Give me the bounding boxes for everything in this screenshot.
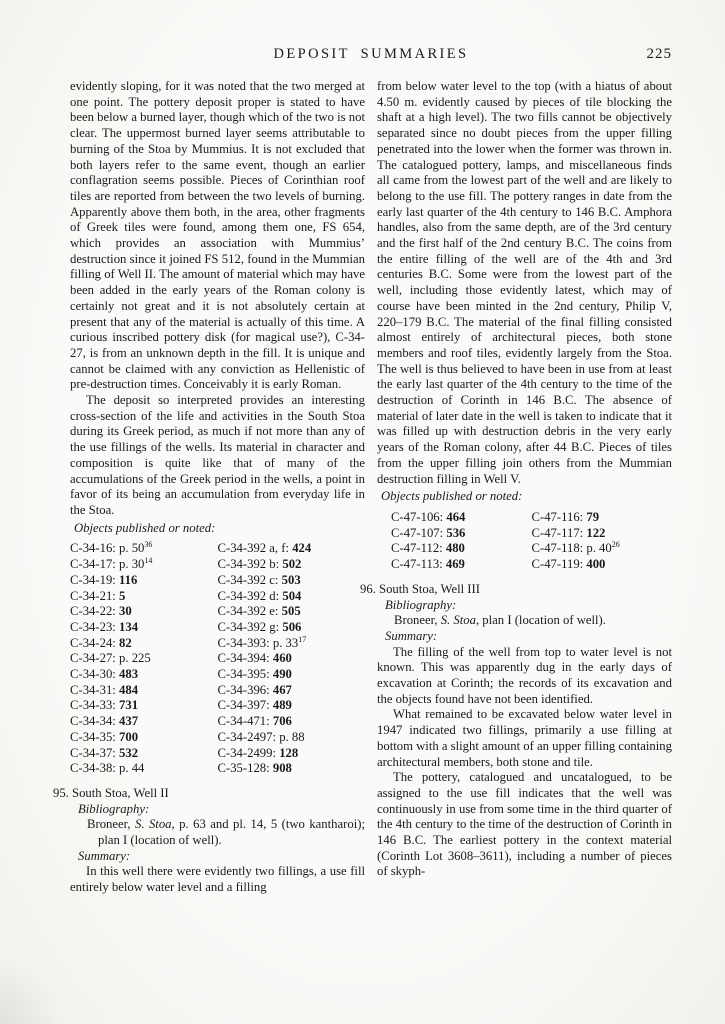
object-ref: 908 [272, 761, 292, 776]
object-id: C-34-16: [70, 541, 116, 556]
object-id: C-34-392 d: [217, 588, 280, 603]
object-ref: 483 [119, 667, 139, 682]
object-entry [218, 698, 366, 714]
object-entry [70, 683, 218, 699]
cited-work-title: S. Stoa [134, 817, 172, 832]
body-paragraph: from below water level to the top (with a hiatus of about 4.50 m. evidently caused by pieces of tile blocking the shaft at a high level). The two fills cannot be objectively separated since no doubt pieces from the upper filling penetrated into the lower when the former was thrown in. The catalogued pottery, lamps, and miscellaneous finds all came from the lowest part of the well and are likely to belong to the use fill. The pottery ranges in date from the early last quarter of the 4th century to 146 B.C. Amphora handles, also from the same depth, are of the 3rd century and the first half of the 2nd century B.C. The coins from the entire filling of the well are of the 4th and 3rd centuries B.C. Some were from the lowest part of the well, including those evidently latest, which may of course have been minted in the 2nd century, Philip V, 220–179 B.C. The material of the final filling consisted almost entirely of architectural pieces, both stone members and roof tiles, evidently largely from the Stoa. The well is thus believed to have been in use from at least the early last quarter of the 4th century to the time of the destruction of Corinth in 146 B.C. The absence of material of later date in the well is taken to indicate that it was filled up with destruction debris in the very early years of the Roman colony, after 44 B.C. Pieces of tiles from the upper filling join others from the Mummian destruction filling in Well V. [377, 79, 672, 486]
object-ref: p. 44 [119, 761, 145, 776]
text-segment: Broneer, [87, 817, 135, 832]
object-entry [70, 604, 218, 620]
object-id: C-34-22: [70, 604, 116, 619]
object-id: C-34-24: [70, 635, 116, 650]
object-entry [391, 541, 532, 557]
text-segment: , p. 63 and pl. 14, 5 (two kantharoi); plan I (location of well). [98, 817, 365, 848]
object-ref: p. 225 [119, 651, 151, 666]
running-head-title: DEPOSIT SUMMARIES [273, 46, 469, 62]
object-entry [70, 746, 218, 762]
object-ref: 79 [586, 509, 600, 524]
objects-list-column [70, 541, 218, 777]
object-id: C-47-118: [531, 541, 584, 556]
object-entry [70, 667, 218, 683]
object-ref: 460 [272, 651, 292, 666]
object-id: C-34-397: [217, 698, 270, 713]
bibliography-text [377, 613, 672, 629]
object-id: C-35-128: [217, 761, 270, 776]
entry-number: 96. [360, 581, 376, 596]
object-id: C-34-394: [217, 651, 270, 666]
object-ref: 506 [282, 619, 302, 634]
objects-list-column [391, 510, 532, 573]
objects-list [70, 541, 365, 777]
object-id: C-34-38: [70, 761, 116, 776]
object-id: C-34-392 c: [217, 572, 279, 587]
object-ref: 400 [586, 557, 606, 572]
object-ref: 536 [446, 525, 466, 540]
object-id: C-34-33: [70, 698, 116, 713]
object-id: C-34-17: [70, 557, 116, 572]
object-ref: 424 [292, 541, 312, 556]
object-ref: 116 [119, 572, 138, 587]
object-ref: 480 [445, 541, 465, 556]
footnote-ref: 17 [298, 634, 307, 644]
object-entry [218, 620, 366, 636]
object-entry [532, 526, 673, 542]
object-id: C-47-106: [391, 509, 444, 524]
object-entry [218, 636, 366, 652]
objects-list-column [218, 541, 366, 777]
footnote-ref: 36 [144, 540, 153, 550]
subsection-label: Summary: [78, 848, 131, 863]
page-number: 225 [646, 46, 672, 62]
object-entry [70, 698, 218, 714]
left-column [53, 79, 365, 896]
body-paragraph: What remained to be excavated below water level in 1947 indicated two fillings, primarily a use filling at bottom with a slight amount of an upper filling containing architectural members, both stone and tile. [377, 707, 672, 769]
object-ref: 134 [119, 619, 139, 634]
bibliography-text [70, 817, 365, 848]
entry-title: South Stoa, Well II [72, 785, 169, 800]
object-id: C-34-21: [70, 588, 116, 603]
object-entry [391, 526, 532, 542]
object-id: C-34-471: [217, 714, 270, 729]
object-ref: 82 [119, 635, 132, 650]
deposit-entry [360, 581, 672, 880]
object-id: C-34-396: [217, 682, 270, 697]
object-id: C-34-19: [70, 572, 116, 587]
object-entry [391, 557, 532, 573]
object-id: C-34-34: [70, 714, 116, 729]
entry-number: 95. [53, 785, 69, 800]
objects-list-column [532, 510, 673, 573]
object-id: C-47-107: [391, 525, 444, 540]
object-id: C-34-393: [217, 635, 270, 650]
object-ref: 469 [445, 557, 465, 572]
objects-list [377, 510, 672, 573]
object-entry [70, 636, 218, 652]
object-entry [532, 541, 673, 557]
cited-work-title: S. Stoa [440, 613, 476, 628]
object-entry [70, 620, 218, 636]
object-entry [70, 761, 218, 777]
object-entry [218, 604, 366, 620]
object-id: C-34-23: [70, 619, 116, 634]
object-entry [218, 651, 366, 667]
objects-heading: Objects published or noted: [381, 489, 523, 504]
object-entry [70, 557, 218, 573]
body-paragraph: The deposit so interpreted provides an interesting cross-section of the life and activities in the South Stoa during its Greek period, as much if not more than any of the use fillings of the wells. Its material in character and composition is quite like that of many of the accumulations of the Greek period in the wells, a point in favor of its being an accumulation from everyday life in the Stoa. [70, 393, 365, 517]
object-entry [218, 714, 366, 730]
object-entry [218, 683, 366, 699]
body-paragraph: evidently sloping, for it was noted that the two merged at one point. The pottery deposit proper is stated to have been below a burned layer, though which of the two is not clear. The uppermost burned layer seems attributable to burning of the Stoa by Mummius. It is not excluded that both layers refer to the same event, though an earlier conflagration seems possible. Pieces of Corinthian roof tiles are reported from between the two levels of burning. Apparently above them both, in the area, other fragments of Greek tiles were found, among them one, FS 654, which provides an association with Mummius’ destruction since it joined FS 512, found in the Mummian filling of Well II. The amount of material which may have been added in the early years of the Roman colony is certainly not great and it is not absolutely certain at present that any of the material is actually of this time. A curious inscribed pottery disk (for magical use?), C-34-27, is from an unknown depth in the fill. It is unique and cannot be claimed with any conviction as Hellenistic of pre-destruction times. Conceivably it is early Roman. [70, 79, 365, 392]
object-id: C-47-116: [531, 509, 584, 524]
object-entry [218, 730, 366, 746]
object-id: C-34-31: [70, 682, 116, 697]
object-ref: 502 [282, 557, 302, 572]
object-ref: 122 [586, 525, 606, 540]
object-id: C-47-113: [391, 557, 443, 572]
object-entry [218, 667, 366, 683]
object-ref: 532 [119, 745, 139, 760]
objects-heading: Objects published or noted: [74, 520, 216, 535]
object-ref: 706 [272, 714, 292, 729]
object-ref: 437 [119, 714, 139, 729]
object-id: C-34-392 a, f: [217, 541, 290, 556]
object-entry [532, 510, 673, 526]
object-ref: 505 [281, 604, 301, 619]
object-id: C-47-117: [531, 525, 584, 540]
object-entry [218, 573, 366, 589]
object-entry [532, 557, 673, 573]
object-id: C-34-30: [70, 667, 116, 682]
footnote-ref: 14 [144, 555, 153, 565]
object-id: C-34-2497: [217, 729, 277, 744]
object-ref: 489 [272, 698, 292, 713]
subsection-label: Bibliography: [78, 801, 150, 816]
right-column [360, 79, 672, 896]
object-id: C-34-392 e: [217, 604, 279, 619]
object-ref: 128 [279, 745, 299, 760]
object-entry [70, 541, 218, 557]
object-ref: p. 33 [272, 635, 299, 650]
deposit-entry [53, 785, 365, 896]
object-ref: 30 [119, 604, 132, 619]
subsection-label: Summary: [385, 628, 438, 643]
object-id: C-34-395: [217, 667, 270, 682]
object-ref: 490 [272, 667, 292, 682]
two-column-text-block [53, 79, 672, 896]
object-ref: 503 [281, 572, 301, 587]
object-ref: 504 [282, 588, 302, 603]
object-entry [218, 557, 366, 573]
object-id: C-34-392 g: [217, 619, 280, 634]
object-id: C-34-27: [70, 651, 116, 666]
object-ref: p. 30 [119, 557, 145, 572]
object-entry [218, 761, 366, 777]
object-id: C-34-35: [70, 729, 116, 744]
body-paragraph: The filling of the well from top to water level is not known. This was apparently dug in the early days of excavation at Corinth; the records of its excavation and the objects found have not been identified. [377, 644, 672, 706]
object-ref: 5 [119, 588, 126, 603]
object-id: C-47-112: [391, 541, 443, 556]
entry-title: South Stoa, Well III [379, 581, 480, 596]
object-id: C-34-2499: [217, 745, 277, 760]
text-segment: Broneer, [394, 613, 441, 628]
object-ref: p. 88 [279, 729, 305, 744]
object-ref: 484 [119, 682, 139, 697]
object-id: C-47-119: [531, 557, 584, 572]
object-ref: 700 [119, 729, 139, 744]
object-ref: p. 40 [586, 541, 612, 556]
object-entry [70, 651, 218, 667]
object-ref: 464 [446, 509, 466, 524]
object-ref: p. 50 [119, 541, 145, 556]
object-ref: 467 [272, 682, 292, 697]
object-entry [218, 589, 366, 605]
running-header [70, 46, 672, 66]
object-entry [70, 573, 218, 589]
object-ref: 731 [119, 698, 139, 713]
body-paragraph: The pottery, catalogued and uncatalogued, to be assigned to the use fill indicates that the well was continuously in use from some time in the third quarter of the 4th century to the time of the destruction of Corinth in 146 B.C. The earliest pottery in the context material (Corinth Lot 3608–3611), including a number of pieces of skyph- [377, 770, 672, 879]
object-entry [70, 730, 218, 746]
object-entry [218, 746, 366, 762]
object-entry [70, 589, 218, 605]
subsection-label: Bibliography: [385, 597, 457, 612]
object-id: C-34-37: [70, 745, 116, 760]
text-segment: , plan I (location of well). [475, 613, 606, 628]
body-paragraph: In this well there were evidently two fillings, a use fill entirely below water level and a filling [70, 864, 365, 895]
object-id: C-34-392 b: [217, 557, 280, 572]
object-entry [218, 541, 366, 557]
object-entry [391, 510, 532, 526]
entry-heading [360, 582, 672, 598]
object-entry [70, 714, 218, 730]
footnote-ref: 26 [611, 540, 620, 550]
entry-heading [53, 786, 365, 802]
